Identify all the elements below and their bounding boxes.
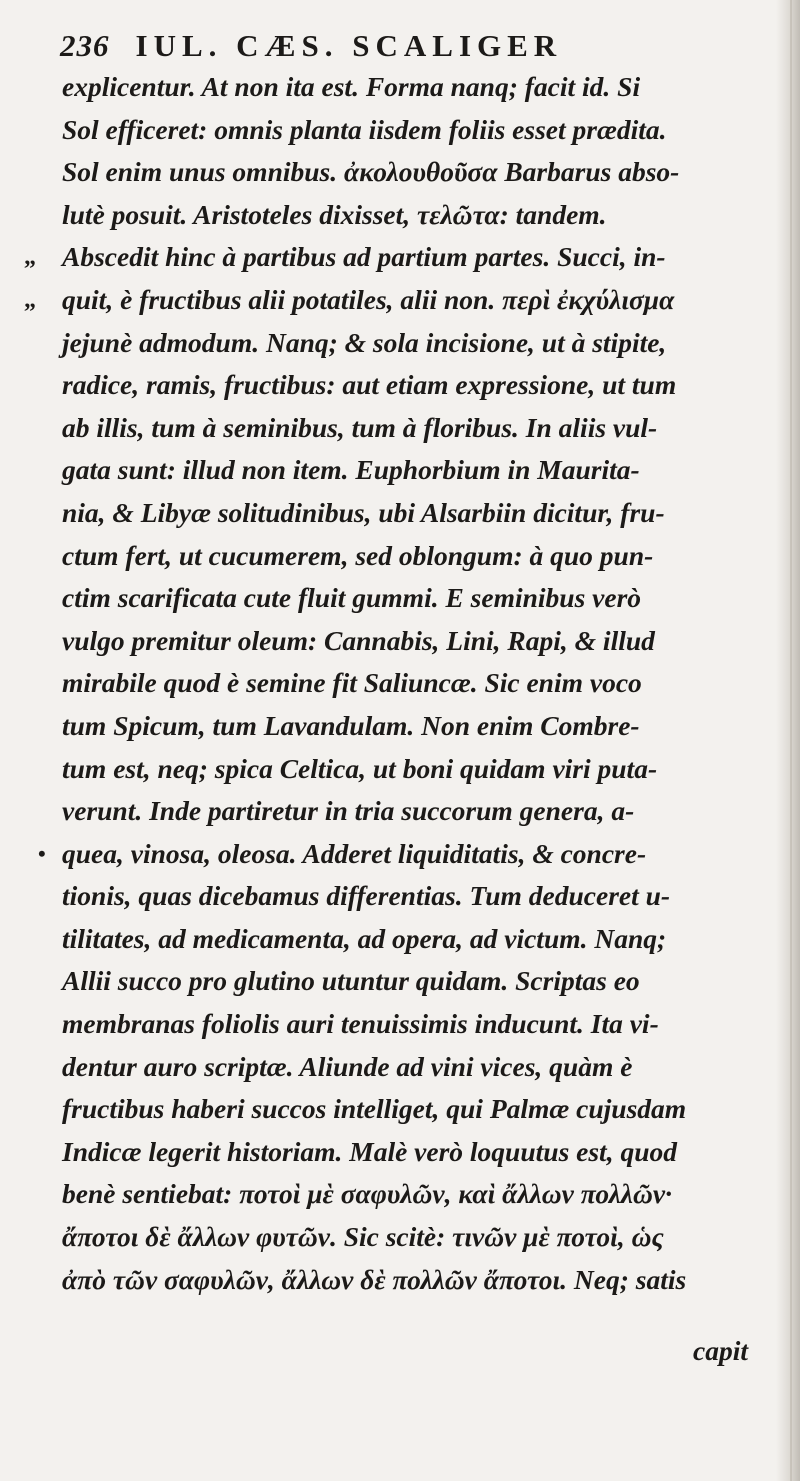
line-text: gata sunt: illud non item. Euphorbium in Maurita-	[62, 454, 640, 486]
line-text: Indicæ legerit historiam. Malè verò loquutus est, quod	[62, 1135, 677, 1167]
line-text: Allii succo pro glutino utuntur quidam. Scriptas eo	[62, 965, 640, 997]
line-text: dentur auro scriptæ. Aliunde ad vini vices, quàm è	[62, 1050, 633, 1082]
text-line	[62, 1046, 787, 1089]
line-text: explicentur. At non ita est. Forma nanq; facit id. Si	[62, 71, 641, 102]
line-text: mirabile quod è semine fit Saliuncæ. Sic enim voco	[62, 667, 642, 699]
text-line	[62, 407, 787, 450]
text-line	[62, 1003, 787, 1046]
text-line	[62, 620, 787, 663]
text-line	[62, 109, 787, 152]
line-text: tum est, neq; spica Celtica, ut boni quidam viri puta-	[62, 752, 658, 784]
line-text: membranas foliolis auri tenuissimis inducunt. Ita vi-	[62, 1008, 659, 1040]
text-line	[62, 705, 787, 748]
margin-quote-mark: •	[38, 840, 45, 866]
text-line	[62, 960, 787, 1003]
line-text: ctim scarificata cute fluit gummi. E seminibus verò	[62, 582, 642, 614]
text-line	[62, 66, 787, 109]
text-line	[62, 535, 787, 578]
line-text: vulgo premitur oleum: Cannabis, Lini, Rapi, & illud	[62, 624, 655, 656]
line-text: jejunè admodum. Nanq; & sola incisione, ut à stipite,	[62, 326, 667, 358]
text-line	[62, 662, 787, 705]
running-head	[60, 28, 760, 68]
line-text: Abscedit hinc à partibus ad partium partes. Succi, in-	[62, 241, 666, 273]
line-text: ctum fert, ut cucumerem, sed oblongum: à quo pun-	[62, 539, 654, 571]
text-line	[62, 790, 787, 833]
text-line	[62, 1173, 787, 1216]
catchword: capit	[693, 1335, 748, 1366]
text-line	[62, 322, 787, 365]
text-line	[24, 279, 787, 322]
line-text: lutè posuit. Aristoteles dixisset, τελῶτα: tandem.	[62, 198, 607, 230]
line-text: ἀπὸ τῶν σαφυλῶν, ἄλλων δὲ πολλῶν ἄποτοι. Neq; satis	[62, 1263, 687, 1295]
text-line	[62, 194, 787, 237]
text-line	[24, 236, 787, 279]
text-line	[62, 1131, 787, 1174]
margin-quote-mark: „	[24, 244, 35, 271]
margin-quote-mark: „	[24, 286, 35, 313]
text-line	[62, 748, 787, 791]
line-text: Sol efficeret: omnis planta iisdem foliis esset prædita.	[62, 113, 667, 145]
line-text: ἄποτοι δὲ ἄλλων φυτῶν. Sic scitè: τινῶν μὲ ποτοὶ, ὡς	[62, 1221, 664, 1253]
text-line	[62, 1088, 787, 1131]
text-line	[62, 1259, 787, 1302]
line-text: radice, ramis, fructibus: aut etiam expressione, ut tum	[62, 369, 677, 401]
text-line	[62, 364, 787, 407]
line-text: benè sentiebat: ποτοὶ μὲ σαφυλῶν, καὶ ἄλλων πολλῶν·	[62, 1178, 672, 1210]
body-text	[24, 66, 787, 1301]
running-title: IUL. CÆS. SCALIGER	[135, 28, 563, 63]
text-line	[62, 918, 787, 961]
line-text: nia, & Libyæ solitudinibus, ubi Alsarbiin dicitur, fru-	[62, 496, 665, 528]
line-text: tum Spicum, tum Lavandulam. Non enim Combre-	[62, 709, 640, 741]
line-text: tilitates, ad medicamenta, ad opera, ad victum. Nanq;	[62, 922, 667, 954]
line-text: Sol enim unus omnibus. ἀκολουθοῦσα Barbarus abso-	[62, 156, 680, 188]
text-line	[62, 577, 787, 620]
page-number: 236	[60, 28, 110, 63]
line-text: ab illis, tum à seminibus, tum à floribus. In aliis vul-	[62, 411, 658, 443]
line-text: quea, vinosa, oleosa. Adderet liquiditatis, & concre-	[62, 837, 647, 869]
text-line	[62, 151, 787, 194]
line-text: verunt. Inde partiretur in tria succorum genera, a-	[62, 795, 635, 827]
text-line	[62, 492, 787, 535]
text-line	[62, 449, 787, 492]
line-text: tionis, quas dicebamus differentias. Tum deduceret u-	[62, 880, 671, 912]
line-text: quit, è fructibus alii potatiles, alii non. περὶ ἐκχύλισμα	[62, 283, 675, 315]
line-text: fructibus haberi succos intelliget, qui Palmæ cujusdam	[62, 1093, 687, 1125]
text-line	[62, 875, 787, 918]
text-line	[62, 1216, 787, 1259]
text-line	[38, 833, 787, 876]
